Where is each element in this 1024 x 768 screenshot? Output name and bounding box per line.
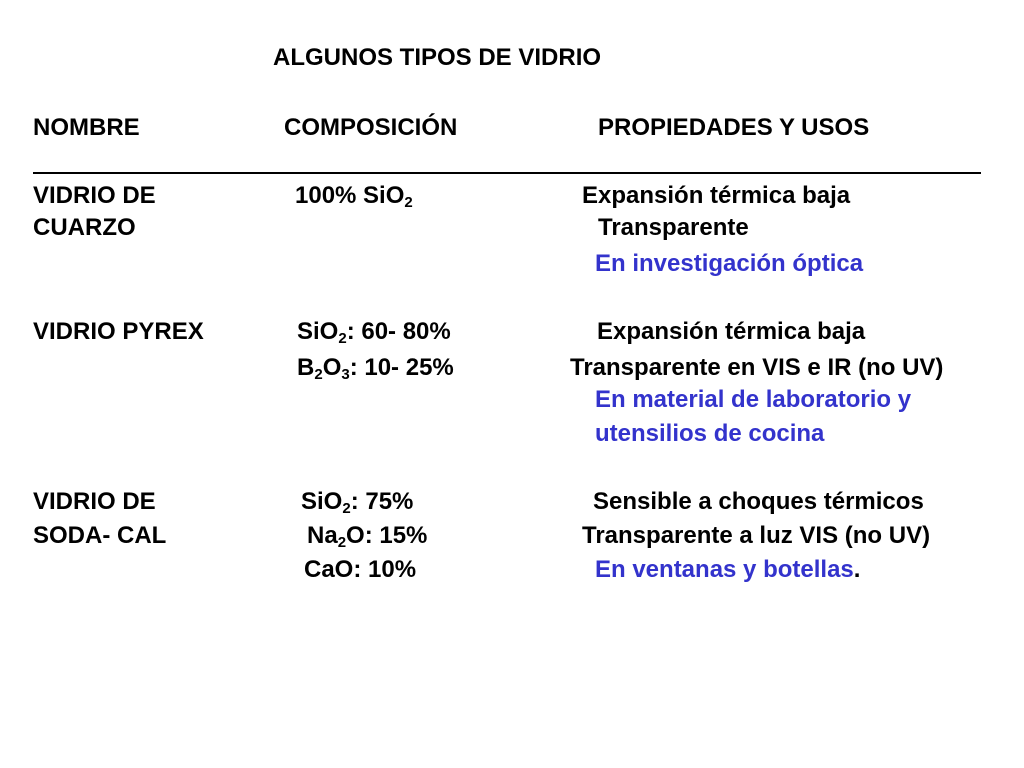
header-composition: COMPOSICIÓN bbox=[284, 114, 458, 141]
header-name: NOMBRE bbox=[33, 114, 140, 141]
row-sodacal-composition-2: $Na_2O$: 15% bbox=[307, 522, 428, 551]
row-sodacal-property-2: Transparente a luz VIS (no UV) bbox=[582, 522, 931, 549]
row-pyrex-use-1: En material de laboratorio y bbox=[595, 386, 912, 413]
row-cuarzo-property-1: Expansión térmica baja bbox=[582, 182, 851, 209]
row-pyrex-composition-2: $B_2O_3$: 10- 25% bbox=[297, 354, 454, 383]
row-pyrex-composition-1: SiO$_2$: 60- 80% bbox=[297, 318, 451, 347]
row-pyrex-name: VIDRIO PYREX bbox=[33, 318, 204, 345]
header-divider bbox=[33, 172, 981, 174]
row-sodacal-name-line2: SODA- CAL bbox=[33, 522, 167, 549]
row-sodacal-property-1: Sensible a choques térmicos bbox=[593, 488, 924, 515]
row-pyrex-property-1: Expansión térmica baja bbox=[597, 318, 866, 345]
row-sodacal-composition-1: SiO$_2$: 75% bbox=[301, 488, 414, 517]
row-cuarzo-name-line2: CUARZO bbox=[33, 214, 136, 241]
row-pyrex-use-2: utensilios de cocina bbox=[595, 420, 825, 447]
page-title: ALGUNOS TIPOS DE VIDRIO bbox=[273, 44, 602, 71]
row-cuarzo-composition: 100% SiO$_2$ bbox=[295, 182, 413, 211]
row-sodacal-use: En ventanas y botellas. bbox=[595, 556, 861, 583]
header-properties: PROPIEDADES Y USOS bbox=[598, 114, 870, 141]
row-pyrex-property-2: Transparente en VIS e IR (no UV) bbox=[570, 354, 944, 381]
row-cuarzo-name-line1: VIDRIO DE bbox=[33, 182, 156, 209]
row-sodacal-name-line1: VIDRIO DE bbox=[33, 488, 156, 515]
row-cuarzo-use: En investigación óptica bbox=[595, 250, 864, 277]
row-sodacal-composition-3: CaO: 10% bbox=[304, 556, 417, 583]
row-cuarzo-property-2: Transparente bbox=[598, 214, 749, 241]
